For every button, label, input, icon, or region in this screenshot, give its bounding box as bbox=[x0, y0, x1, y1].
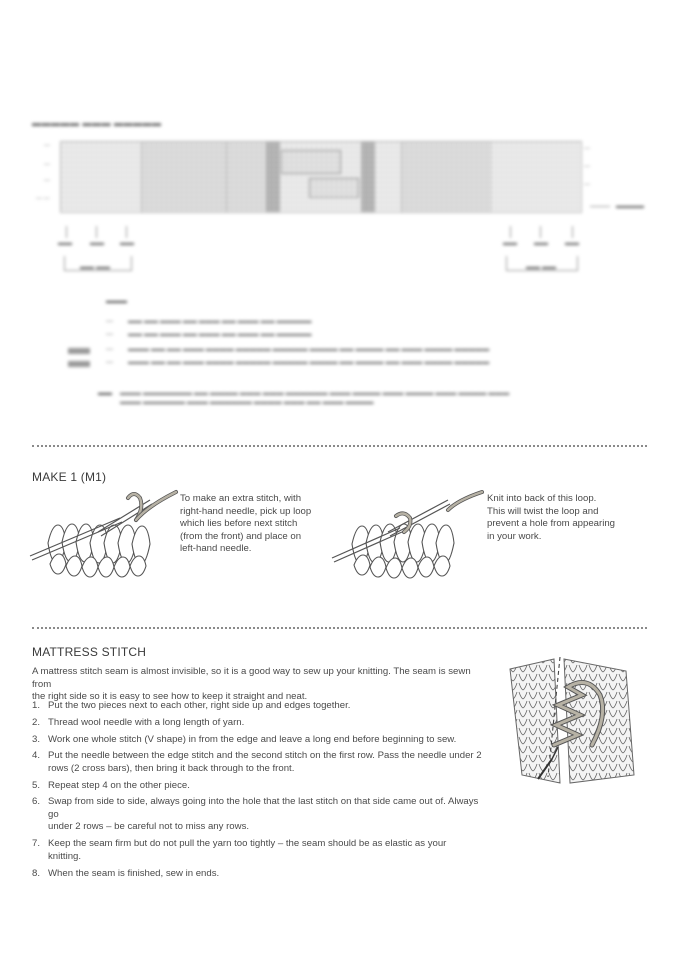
chart-note-illegible: ▬▬ ▬▬▬ ▬▬▬▬▬▬▬ ▬▬ ▬▬▬▬ ▬▬▬ ▬▬▬ ▬▬▬▬▬▬ ▬▬▬ ▬▬▬▬ ▬▬▬ ▬▬▬▬ ▬▬▬ ▬▬▬▬ ▬▬▬ ▬▬▬ ▬▬▬▬▬▬ ▬▬▬ ▬▬▬▬▬▬ ▬▬▬▬ ▬▬▬ ▬▬ ▬▬▬ ▬▬▬▬ bbox=[98, 390, 510, 406]
step-item: 1. Put the two pieces next to each other, right side up and edges together. bbox=[32, 700, 351, 711]
row-marker: — bbox=[44, 162, 50, 168]
side-label-illegible: ▬▬▬▬ bbox=[616, 203, 644, 210]
mattress-intro: A mattress stitch seam is almost invisible, so it is a good way to sew up your knitting. The seam is sewn from the right side so it is easy to see how to keep it straight and neat. bbox=[32, 666, 471, 702]
mattress-heading: MATTRESS STITCH bbox=[32, 645, 147, 659]
step-item: 2. Thread wool needle with a long length of yarn. bbox=[32, 716, 245, 728]
section-divider bbox=[32, 627, 647, 629]
make1-heading: MAKE 1 (M1) bbox=[32, 470, 107, 484]
row-marker: — — bbox=[36, 196, 50, 202]
step-item: 5. Repeat step 4 on the other piece. bbox=[32, 779, 190, 791]
mattress-stitch-illustration bbox=[508, 655, 638, 785]
make1-illustration-step2 bbox=[330, 488, 490, 588]
side-line bbox=[590, 206, 610, 207]
make1-caption-left: To make an extra stitch, with right-hand needle, pick up loop which lies before next stitch (from the front) and place on left-hand needle. bbox=[180, 493, 312, 554]
step-item: 6. Swap from side to side, always going into the hole that the last stitch on that side came out of. Always go under 2 rows – be careful not to miss any rows. bbox=[32, 796, 479, 833]
make1-caption-right: Knit into back of this loop. This will twist the loop and prevent a hole from appearing in your work. bbox=[487, 493, 615, 542]
chart-title-illegible: ▬▬▬▬▬ ▬▬▬ ▬▬▬▬▬ bbox=[32, 118, 162, 128]
knitting-chart-grid bbox=[60, 141, 582, 213]
row-marker: — bbox=[44, 178, 50, 184]
row-marker: — bbox=[584, 164, 590, 170]
step-item: 7. Keep the seam firm but do not pull the yarn too tightly – the seam should be as elastic as your knitting. bbox=[32, 838, 447, 862]
blurred-chart-section: ▬▬▬▬▬ ▬▬▬ ▬▬▬▬▬ — — — — — — — — ▬▬▬▬ ▬▬ ▬▬ ▬▬ ▬▬ ▬▬ ▬▬ ▬▬ ▬▬ ▬▬ ▬▬ ▬▬▬ — ▬▬ ▬▬ ▬▬▬ ▬▬ ▬▬▬ ▬▬ ▬▬▬ ▬▬ ▬▬▬▬▬ — ▬▬ ▬▬ ▬▬▬ ▬▬ ▬▬▬ ▬▬ ▬▬▬ ▬▬ ▬▬▬▬▬ — ▬▬▬ ▬▬ ▬▬ ▬▬▬ ▬▬▬▬ ▬▬▬▬▬ ▬▬▬▬▬ ▬▬▬▬ ▬▬ ▬▬▬▬ ▬▬ ▬▬▬ ▬▬▬▬ ▬▬▬▬▬ — ▬▬▬ ▬▬ ▬▬ ▬▬▬ ▬▬▬▬ ▬▬▬▬▬ ▬▬▬▬▬ ▬▬▬▬ ▬▬ ▬▬▬▬ ▬▬ ▬▬▬ ▬▬▬▬ ▬▬▬▬▬ ▬▬ ▬▬▬ ▬▬▬▬▬▬▬ ▬▬ ▬▬▬▬ ▬▬▬ ▬▬▬ ▬▬▬▬▬▬ ▬▬▬ ▬▬▬▬ ▬▬▬ ▬▬▬▬ ▬▬▬ ▬▬▬▬ ▬▬▬ ▬▬▬ ▬▬▬▬▬▬ ▬▬▬ ▬▬▬▬▬▬ ▬▬▬▬ ▬▬▬ ▬▬ ▬▬▬ ▬▬▬▬ bbox=[32, 118, 644, 406]
make1-illustration-step1 bbox=[28, 488, 178, 588]
row-marker: — bbox=[584, 146, 590, 152]
section-divider bbox=[32, 445, 647, 447]
step-item: 8. When the seam is finished, sew in ends. bbox=[32, 867, 220, 879]
step-item: 3. Work one whole stitch (V shape) in from the edge and leave a long end before beginning to sew. bbox=[32, 733, 457, 745]
step-item: 4. Put the needle between the edge stitch and the second stitch on the first row. Pass the needle under 2 rows (2 cross bars), then bring it back through to the front. bbox=[32, 750, 482, 774]
row-marker: — bbox=[44, 143, 50, 149]
row-marker: — bbox=[584, 182, 590, 188]
mattress-steps-list bbox=[32, 700, 482, 884]
